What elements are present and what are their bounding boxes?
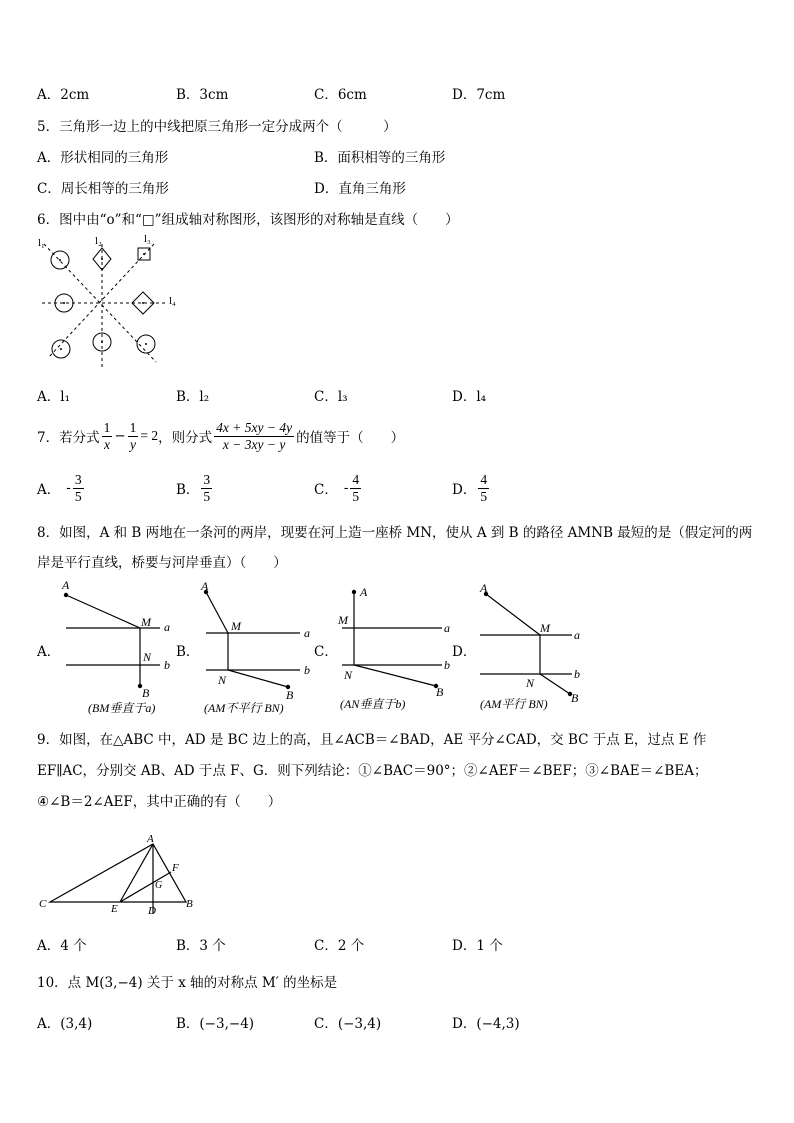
svg-text:a: a	[444, 621, 450, 635]
q6-label-l1: l₁	[38, 237, 45, 249]
q8-caption-b: (AM不平行 BN)	[204, 701, 284, 715]
svg-text:B: B	[571, 691, 579, 705]
q8-stem-line1: 8．如图，A 和 B 两地在一条河的两岸，现要在河上造一座桥 MN，使从 A 到 B 的路径 AMNB 最短的是（假定河的两	[37, 525, 753, 541]
q5-option-d: D．直角三角形	[314, 181, 406, 197]
q10-option-b: B．(−3,−4)	[176, 1016, 255, 1032]
q7-middle: ，则分式	[158, 430, 213, 446]
q4-option-c: C．6cm	[314, 87, 367, 103]
q8-option-c-label: C．	[314, 644, 338, 660]
q9-option-d: D．1 个	[452, 938, 503, 954]
svg-text:b: b	[164, 658, 170, 672]
svg-text:M: M	[231, 619, 241, 633]
q7-option-d: D． $\frac{4}{5}$	[452, 472, 488, 504]
q7-expression: $\frac{4x + 5xy - 4y}{x - 3xy - y}$	[216, 420, 293, 452]
svg-text:b: b	[304, 663, 310, 677]
q9-line1: 9．如图，在△ABC 中，AD 是 BC 边上的高，且∠ACB＝∠BAD，AE 平分∠CAD，交 BC 于点 E，过点 E 作	[37, 732, 707, 748]
svg-text:N: N	[344, 668, 353, 682]
q6-option-b: B．l₂	[176, 389, 210, 405]
svg-text:B: B	[436, 685, 444, 699]
q6-label-l2: l₂	[95, 235, 102, 247]
q8-option-a-label: A．	[37, 644, 61, 660]
svg-text:F: F	[172, 862, 179, 874]
svg-text:N: N	[218, 673, 227, 687]
q8-figure-d	[474, 578, 599, 718]
svg-text:C: C	[39, 898, 47, 910]
q9-option-b: B．3 个	[176, 938, 226, 954]
q9-line2: EF∥AC，分别交 AB、AD 于点 F、G．则下列结论：①∠BAC＝90°；②∠AEF＝∠BEF；③∠BAE＝∠BEA；	[37, 763, 708, 779]
q9-line3: ④∠B＝2∠AEF，其中正确的有（ ）	[37, 794, 282, 810]
svg-text:M: M	[540, 621, 550, 635]
q4-option-d: D．7cm	[452, 87, 506, 103]
q8-figure-b	[198, 578, 323, 718]
q6-label-l3: l₃	[144, 233, 151, 245]
q8-figure-a	[60, 578, 180, 718]
svg-text:A: A	[147, 833, 154, 845]
svg-text:B: B	[142, 686, 150, 700]
svg-text:a: a	[304, 626, 310, 640]
svg-text:b: b	[574, 667, 580, 681]
q7-option-c: C． - $\frac{4}{5}$	[314, 472, 360, 504]
q9-option-a: A．4 个	[37, 938, 87, 954]
svg-text:a: a	[164, 620, 170, 634]
q5-option-b: B．面积相等的三角形	[314, 150, 446, 166]
q9-option-c: C．2 个	[314, 938, 365, 954]
q7-prefix: 7．若分式	[37, 430, 100, 446]
q6-option-d: D．l₄	[452, 389, 487, 405]
svg-text:N: N	[143, 650, 152, 664]
svg-text:B: B	[186, 898, 193, 910]
q7-rhs: = 2	[140, 428, 159, 443]
svg-text:N: N	[526, 676, 535, 690]
q8-caption-c: (AN垂直于b)	[340, 697, 406, 711]
q6-stem: 6．图中由“o”和“□”组成轴对称图形，该图形的对称轴是直线（ ）	[37, 212, 459, 228]
svg-text:a: a	[574, 628, 580, 642]
svg-text:A: A	[62, 578, 70, 592]
q8-figure-c	[334, 578, 459, 718]
q6-option-a: A．l₁	[37, 389, 70, 405]
q8-option-b-label: B．	[176, 644, 200, 660]
q8-option-d-label: D．	[452, 644, 477, 660]
svg-text:A: A	[201, 579, 209, 593]
q8-caption-a: (BM垂直于a)	[88, 701, 156, 715]
q7-frac-1y: $\frac{1}{y}$	[129, 420, 137, 452]
q10-option-a: A．(3,4)	[37, 1016, 93, 1032]
q6-option-c: C．l₃	[314, 389, 348, 405]
q7-stem: 7．若分式 $\frac{1}{x}$ − $\frac{1}{y}$ = 2 ，则分式 $\frac{4x + 5xy - 4y}{x - 3xy - y}$ 的值等于（ ）	[37, 420, 405, 452]
svg-text:M: M	[141, 615, 151, 629]
q10-option-c: C．(−3,4)	[314, 1016, 382, 1032]
q7-frac-1x: $\frac{1}{x}$	[103, 420, 111, 452]
q10-stem: 10．点 M(3,−4) 关于 x 轴的对称点 M′ 的坐标是	[37, 975, 338, 991]
q6-symmetry-figure	[30, 232, 190, 372]
q4-option-b: B．3cm	[176, 87, 229, 103]
q6-label-l4: l₄	[169, 295, 176, 307]
q7-option-b: B． $\frac{3}{5}$	[176, 472, 211, 504]
svg-text:E: E	[111, 903, 118, 915]
q8-caption-d: (AM平行 BN)	[480, 697, 548, 711]
q4-option-a: A．2cm	[37, 87, 90, 103]
svg-text:M: M	[338, 613, 348, 627]
svg-text:A: A	[480, 581, 488, 595]
svg-text:B: B	[286, 688, 294, 702]
svg-text:b: b	[444, 658, 450, 672]
svg-text:A: A	[360, 585, 368, 599]
svg-text:G: G	[155, 880, 163, 891]
q10-option-d: D．(−4,3)	[452, 1016, 520, 1032]
q5-stem: 5．三角形一边上的中线把原三角形一定分成两个（ ）	[37, 119, 397, 135]
svg-text:D: D	[148, 905, 156, 917]
q5-option-c: C．周长相等的三角形	[37, 181, 169, 197]
q8-stem-line2: 岸是平行直线，桥要与河岸垂直）（ ）	[37, 555, 287, 571]
q7-suffix: 的值等于（ ）	[296, 430, 405, 446]
q5-option-a: A．形状相同的三角形	[37, 150, 169, 166]
q9-triangle-figure	[36, 830, 206, 920]
q7-option-a: A． - $\frac{3}{5}$	[37, 472, 82, 504]
